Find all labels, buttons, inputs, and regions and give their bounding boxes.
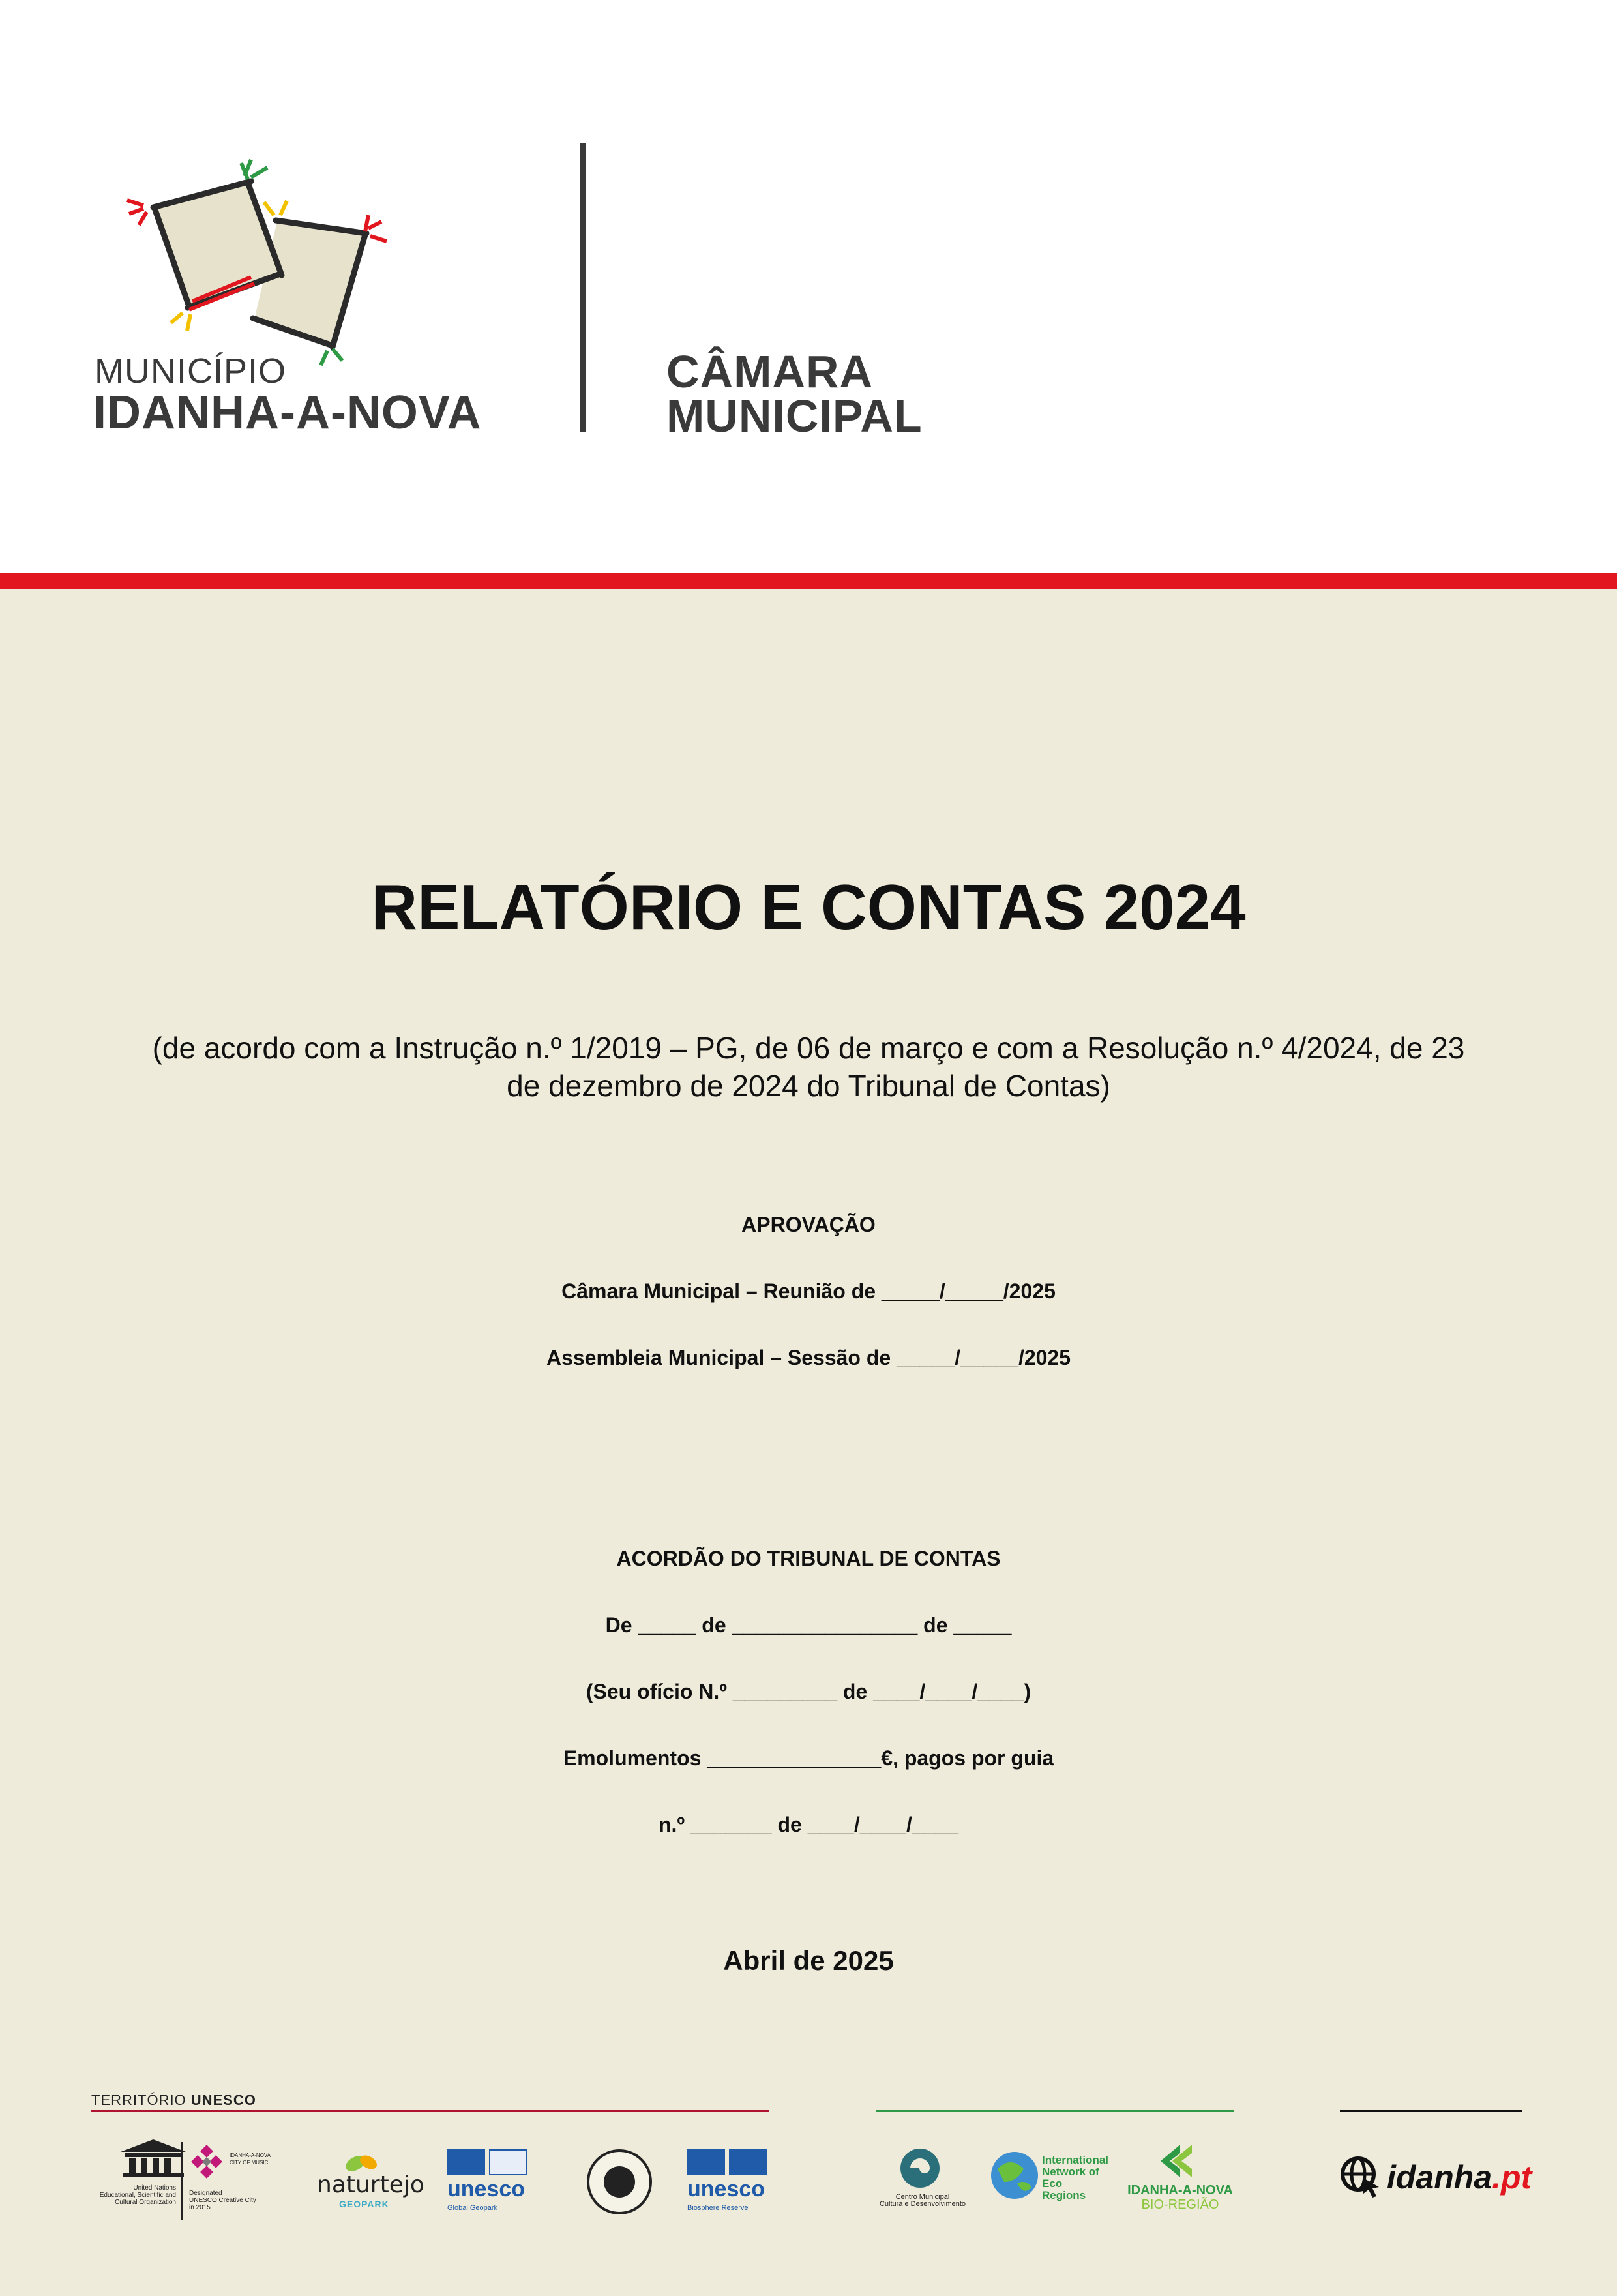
approval-heading: APROVAÇÃO bbox=[741, 1213, 876, 1236]
approval-assembleia-line: Assembleia Municipal – Sessão de _____/_____/2025 bbox=[546, 1346, 1071, 1369]
camara-label-line2: MUNICIPAL bbox=[666, 391, 923, 441]
unesco-org-line3: Cultural Organization bbox=[115, 2199, 176, 2206]
geopark-label: GEOPARK bbox=[339, 2199, 389, 2209]
footer-red-line bbox=[91, 2110, 769, 2112]
naturtejo-label: naturtejo bbox=[317, 2171, 424, 2198]
court-oficio-line: (Seu ofício N.º _________ de ____/____/____) bbox=[586, 1680, 1031, 1703]
globe-cursor-icon bbox=[1340, 2156, 1382, 2198]
unesco-temple-blue-icon-2 bbox=[687, 2149, 725, 2175]
header-red-bar bbox=[0, 573, 1617, 589]
inecor-logo bbox=[988, 2149, 1119, 2214]
territory-label bbox=[91, 2092, 256, 2109]
municipio-label: MUNICÍPIO bbox=[95, 351, 287, 391]
unesco-temple-icon bbox=[117, 2138, 189, 2177]
unesco-biosphere-logo bbox=[687, 2149, 772, 2214]
footer-black-line bbox=[1340, 2110, 1522, 2112]
city-of-music-icon bbox=[189, 2145, 228, 2184]
inecor-line4: Regions bbox=[1042, 2189, 1086, 2201]
bioregiao-top-label: IDANHA-A-NOVA bbox=[1127, 2183, 1233, 2198]
creative-city-line1: Designated bbox=[189, 2190, 222, 2197]
unesco-geopark-word: unesco bbox=[447, 2177, 526, 2201]
naturtejo-logo bbox=[313, 2149, 424, 2214]
header bbox=[0, 0, 1617, 573]
document-subtitle-line2: de dezembro de 2024 do Tribunal de Contas) bbox=[507, 1069, 1110, 1103]
territory-bold: UNESCO bbox=[190, 2092, 256, 2108]
geopark-icon bbox=[489, 2149, 527, 2175]
biosphere-label: Biosphere Reserve bbox=[687, 2204, 749, 2212]
site-link[interactable] bbox=[1340, 2156, 1532, 2201]
centro-swirl-icon bbox=[897, 2145, 943, 2191]
unesco-org-line2: Educational, Scientific and bbox=[99, 2192, 176, 2199]
unesco-logo bbox=[91, 2138, 176, 2222]
creative-city-line3: in 2015 bbox=[189, 2204, 211, 2211]
header-divider bbox=[580, 143, 586, 432]
cover-body bbox=[0, 589, 1617, 2296]
earth-icon bbox=[988, 2149, 1041, 2201]
unesco-divider bbox=[181, 2142, 183, 2220]
bioregiao-arrow-icon bbox=[1154, 2141, 1206, 2181]
inecor-line1: International bbox=[1042, 2154, 1109, 2166]
centro-line1: Centro Municipal bbox=[895, 2193, 950, 2201]
court-date-line: De _____ de ________________ de _____ bbox=[605, 1613, 1012, 1637]
centro-municipal-logo bbox=[874, 2145, 972, 2217]
municipio-logo-icon bbox=[117, 150, 417, 372]
reserve-seal-icon bbox=[587, 2149, 652, 2214]
creative-city-logo bbox=[189, 2145, 280, 2224]
document-date: Abril de 2025 bbox=[723, 1945, 894, 1976]
territory-prefix: TERRITÓRIO bbox=[91, 2092, 186, 2108]
city-of-music-label: IDANHA-A-NOVA CITY OF MUSIC bbox=[230, 2153, 271, 2166]
inecor-line2: Network of bbox=[1042, 2166, 1099, 2178]
unesco-temple-blue-icon bbox=[447, 2149, 485, 2175]
creative-city-line2: UNESCO Creative City bbox=[189, 2197, 256, 2204]
biosphere-icon bbox=[729, 2149, 767, 2175]
idanha-label: IDANHA-A-NOVA bbox=[93, 387, 482, 439]
inecor-line3: Eco bbox=[1042, 2177, 1063, 2190]
court-guia-line: n.º _______ de ____/____/____ bbox=[658, 1813, 959, 1836]
approval-camara-line: Câmara Municipal – Reunião de _____/_____/2025 bbox=[561, 1279, 1056, 1303]
site-name: idanha bbox=[1387, 2159, 1492, 2196]
document-subtitle-line1: (de acordo com a Instrução n.º 1/2019 – PG, de 06 de março e com a Resolução n.º 4/2024, de 23 bbox=[152, 1031, 1465, 1065]
camara-label-line1: CÂMARA bbox=[666, 346, 874, 397]
court-emolumentos-line: Emolumentos _______________€, pagos por guia bbox=[563, 1746, 1054, 1770]
centro-line2: Cultura e Desenvolvimento bbox=[879, 2200, 966, 2208]
document-title: RELATÓRIO E CONTAS 2024 bbox=[371, 871, 1246, 943]
footer-green-line bbox=[876, 2110, 1234, 2112]
site-tld: .pt bbox=[1492, 2159, 1532, 2196]
global-geopark-label: Global Geopark bbox=[447, 2204, 498, 2212]
court-heading: ACORDÃO DO TRIBUNAL DE CONTAS bbox=[616, 1547, 1001, 1570]
bioregiao-logo bbox=[1121, 2141, 1239, 2213]
unesco-org-line1: United Nations bbox=[133, 2184, 176, 2192]
unesco-geopark-logo bbox=[447, 2149, 532, 2214]
bioregiao-bottom-label: BIO-REGIÃO bbox=[1141, 2198, 1219, 2212]
unesco-biosphere-word: unesco bbox=[687, 2177, 765, 2201]
